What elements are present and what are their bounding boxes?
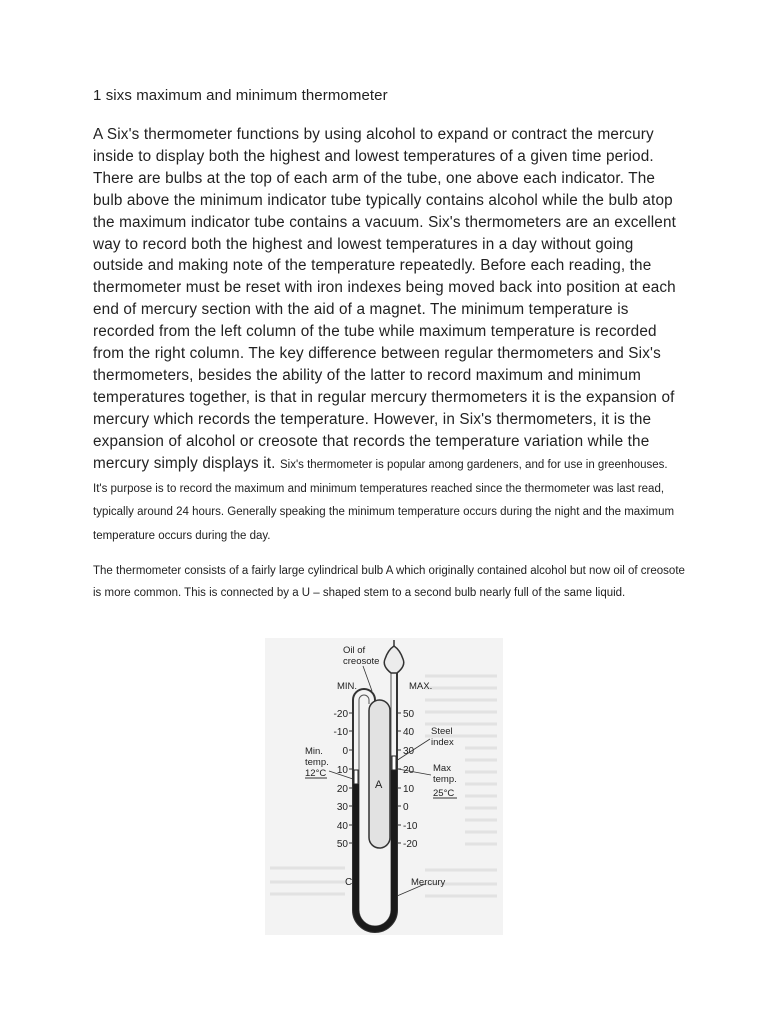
label-index: index bbox=[431, 737, 454, 748]
label-c: C bbox=[345, 877, 353, 888]
thermometer-diagram-svg bbox=[265, 638, 503, 935]
label-max-temp-line2: temp. bbox=[433, 774, 457, 785]
label-min: MIN. bbox=[337, 681, 358, 692]
label-min-temp-value: 12°C bbox=[305, 768, 327, 779]
min-steel-index bbox=[354, 770, 358, 784]
right-tick-label: -10 bbox=[403, 821, 418, 832]
right-tick-label: 20 bbox=[403, 765, 415, 776]
right-tick-label: 0 bbox=[403, 802, 409, 813]
max-steel-index bbox=[392, 756, 396, 770]
paragraph-small-text: Six's thermometer is popular among gardeners, and for use in greenhouses. It's purpose is to record the maximum and minimum temperatures reached since the thermometer was last read, typically around 24 hours. Generally speaking the minimum temperature occurs during the night and the maximum temperature occurs during the day. bbox=[93, 458, 675, 543]
left-tick-label: 50 bbox=[336, 839, 348, 850]
label-creosote: creosote bbox=[343, 656, 380, 667]
left-tick-label: 20 bbox=[336, 784, 348, 795]
label-max: MAX. bbox=[409, 681, 433, 692]
left-tick-label: 30 bbox=[336, 802, 348, 813]
left-tick-label: 0 bbox=[342, 746, 348, 757]
paragraph-six-thermometer-overview bbox=[93, 124, 683, 548]
right-tick-label: 10 bbox=[403, 784, 415, 795]
left-tick-label: -20 bbox=[333, 709, 348, 720]
label-mercury: Mercury bbox=[411, 877, 446, 888]
label-bulb-a: A bbox=[375, 779, 383, 791]
left-tick-label: -10 bbox=[333, 727, 348, 738]
label-steel: Steel bbox=[431, 726, 453, 737]
label-max-temp-value: 25°C bbox=[433, 788, 455, 799]
right-tick-label: 40 bbox=[403, 727, 415, 738]
left-tick-label: 10 bbox=[336, 765, 348, 776]
label-max-temp-line1: Max bbox=[433, 763, 451, 774]
paragraph-thermometer-construction: The thermometer consists of a fairly large cylindrical bulb A which originally contained alcohol but now oil of creosote is more common. This is connected by a U – shaped stem to a second bulb nearly full of the same liquid. bbox=[93, 565, 685, 599]
right-tick-label: -20 bbox=[403, 839, 418, 850]
left-tick-label: 40 bbox=[336, 821, 348, 832]
label-min-temp-line2: temp. bbox=[305, 757, 329, 768]
label-min-temp-line1: Min. bbox=[305, 746, 323, 757]
page-title: 1 sixs maximum and minimum thermometer bbox=[93, 87, 388, 104]
label-oil-of: Oil of bbox=[343, 645, 366, 656]
paragraph-main-text: A Six's thermometer functions by using alcohol to expand or contract the mercury inside to display both the highest and lowest temperatures of a given time period. There are bulbs at the top of each arm of the tube, one above each indicator. The bulb above the minimum indicator tube typically contains alcohol while the bulb atop the maximum indicator tube contains a vacuum. Six's thermometers are an excellent way to record both the highest and lowest temperatures in a day without going outside and making note of the temperature repeatedly. Before each reading, the thermometer must be reset with iron indexes being moved back into position at each end of mercury section with the aid of a magnet. The minimum temperature is recorded from the left column of the tube while maximum temperature is recorded from the right column. The key difference between regular thermometers and Six's thermometers, besides the ability of the latter to record maximum and minimum temperatures together, is that in regular mercury thermometers it is the expansion of mercury which records the temperature. However, in Six's thermometers, it is the expansion of alcohol or creosote that records the temperature variation while the mercury simply displays it. bbox=[93, 126, 677, 472]
thermometer-diagram bbox=[265, 638, 503, 935]
right-tick-label: 50 bbox=[403, 709, 415, 720]
right-tick-label: 30 bbox=[403, 746, 415, 757]
bulb-a bbox=[369, 700, 390, 848]
